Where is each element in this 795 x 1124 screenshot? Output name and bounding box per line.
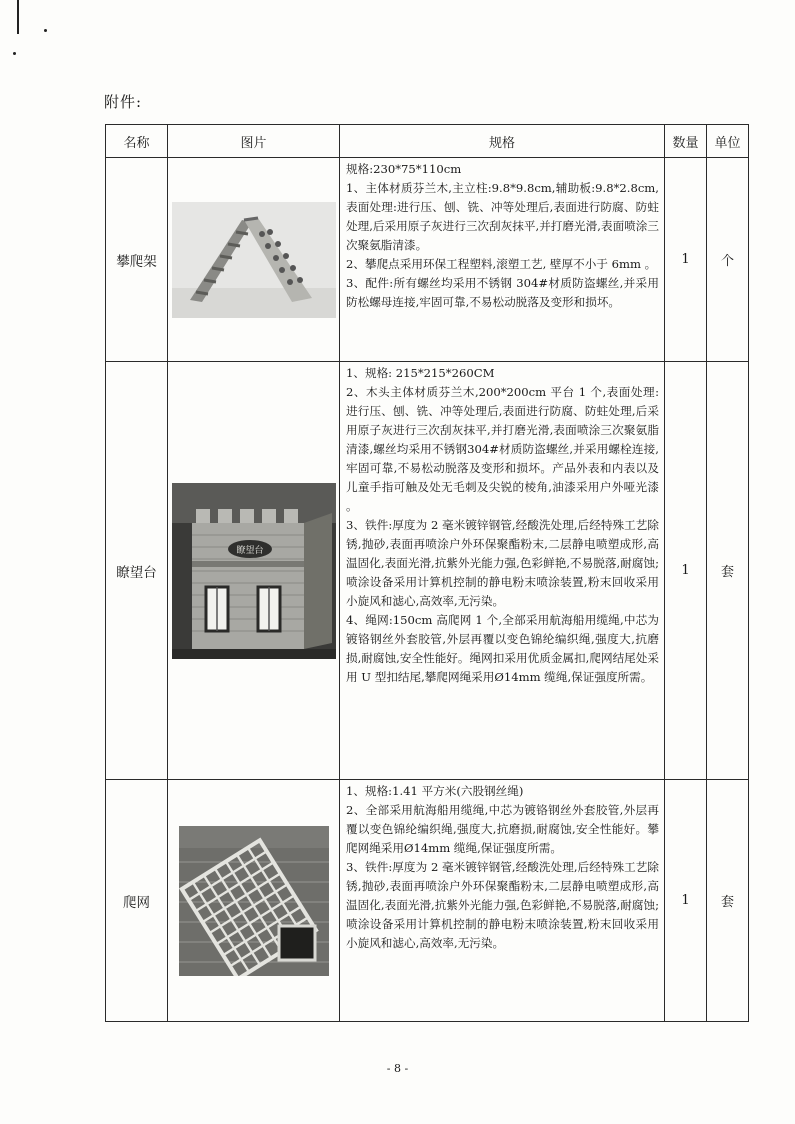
- table-row: [106, 362, 749, 780]
- spec-line: 规格:230*75*110cm: [346, 162, 462, 176]
- item-photo-cell: [168, 780, 340, 1022]
- spec-line: 1、主体材质芬兰木,主立柱:9.8*9.8cm,辅助板:9.8*2.8cm,表面处理:进行压、刨、铣、冲等处理后,表面进行防腐、防蛀处理,后采用原子灰进行三次刮灰抹平,并打磨光滑,表面喷涂三次聚氨脂清漆。: [346, 181, 659, 252]
- climbing-frame-photo: [172, 202, 336, 318]
- item-qty: 1: [665, 780, 707, 1022]
- watchtower-photo: [172, 483, 336, 659]
- header-spec: 规格: [340, 125, 665, 158]
- spec-line: 3、铁件:厚度为 2 毫米镀锌钢管,经酸洗处理,后经特殊工艺除锈,抛砂,表面再喷涂户外环保聚酯粉末,二层静电喷塑成形,高温固化,表面光滑,抗紫外光能力强,色彩鲜艳,不易脱落,耐腐蚀;喷涂设备采用计算机控制的静电粉末喷涂装置,粉末回收采用小旋风和滤心,高效率,无污染。: [346, 518, 659, 608]
- spec-line: 1、规格: 215*215*260CM: [346, 366, 495, 380]
- spec-line: 3、铁件:厚度为 2 毫米镀锌钢管,经酸洗处理,后经特殊工艺除锈,抛砂,表面再喷涂户外环保聚酯粉末,二层静电喷塑成形,高温固化,表面光滑,抗紫外光能力强,色彩鲜艳,不易脱落,耐腐蚀;喷涂设备采用计算机控制的静电粉末喷涂装置,粉末回收采用小旋风和滤心,高效率,无污染。: [346, 860, 659, 950]
- header-qty: 数量: [665, 125, 707, 158]
- spec-line: 4、绳网:150cm 高爬网 1 个,全部采用航海船用缆绳,中芯为镀铬钢丝外套胶管,外层再覆以变色锦纶编织绳,强度大,抗磨损,耐腐蚀,安全性能好。绳网扣采用优质金属扣,爬网结尾处采用 U 型扣结尾,攀爬网绳采用Ø14mm 缆绳,保证强度所需。: [346, 613, 659, 684]
- scan-mark-dot: [44, 29, 47, 32]
- item-spec: [340, 780, 665, 1022]
- table-header-row: [106, 125, 749, 158]
- item-spec: [340, 158, 665, 362]
- item-name: 攀爬架: [106, 158, 168, 362]
- item-name: 爬网: [106, 780, 168, 1022]
- item-name: 瞭望台: [106, 362, 168, 780]
- spec-line: 1、规格:1.41 平方米(六股钢丝绳): [346, 784, 524, 798]
- scan-mark-line: [17, 0, 19, 34]
- spec-table: [105, 124, 749, 1022]
- watchtower-sign-text: 瞭望台: [235, 545, 264, 556]
- spec-line: 3、配件:所有螺丝均采用不锈钢 304#材质防盗螺丝,并采用防松螺母连接,牢固可靠,不易松动脱落及变形和损坏。: [346, 276, 659, 309]
- item-photo-cell: [168, 158, 340, 362]
- item-qty: 1: [665, 362, 707, 780]
- spec-line: 2、攀爬点采用环保工程塑料,滚塑工艺, 壁厚不小于 6mm 。: [346, 257, 657, 271]
- item-unit: 个: [707, 158, 749, 362]
- header-picture: 图片: [168, 125, 340, 158]
- spec-line: 2、木头主体材质芬兰木,200*200cm 平台 1 个,表面处理:进行压、刨、铣、冲等处理后,表面进行防腐、防蛀处理,后采用原子灰进行三次刮灰抹平,并打磨光滑,表面喷涂三次聚氨脂清漆,螺丝均采用不锈钢304#材质防盗螺丝,并采用螺栓连接,牢固可靠,不易松动脱落及变形和损坏。产品外表和内表以及儿童手指可触及处无毛刺及尖锐的棱角,油漆采用户外哑光漆 。: [346, 385, 659, 513]
- item-qty: 1: [665, 158, 707, 362]
- page-number: - 8 -: [386, 1062, 409, 1075]
- table-row: [106, 780, 749, 1022]
- item-spec: [340, 362, 665, 780]
- scan-mark-dot: [13, 52, 16, 55]
- item-unit: 套: [707, 780, 749, 1022]
- spec-line: 2、全部采用航海船用缆绳,中芯为镀铬钢丝外套胶管,外层再覆以变色锦纶编织绳,强度大,抗磨损,耐腐蚀,安全性能好。攀爬网绳采用Ø14mm 缆绳,保证强度所需。: [346, 803, 659, 855]
- table-row: [106, 158, 749, 362]
- header-name: 名称: [106, 125, 168, 158]
- climbing-net-photo: [179, 826, 329, 976]
- attachment-heading: 附件:: [104, 93, 143, 111]
- item-photo-cell: [168, 362, 340, 780]
- item-unit: 套: [707, 362, 749, 780]
- header-unit: 单位: [707, 125, 749, 158]
